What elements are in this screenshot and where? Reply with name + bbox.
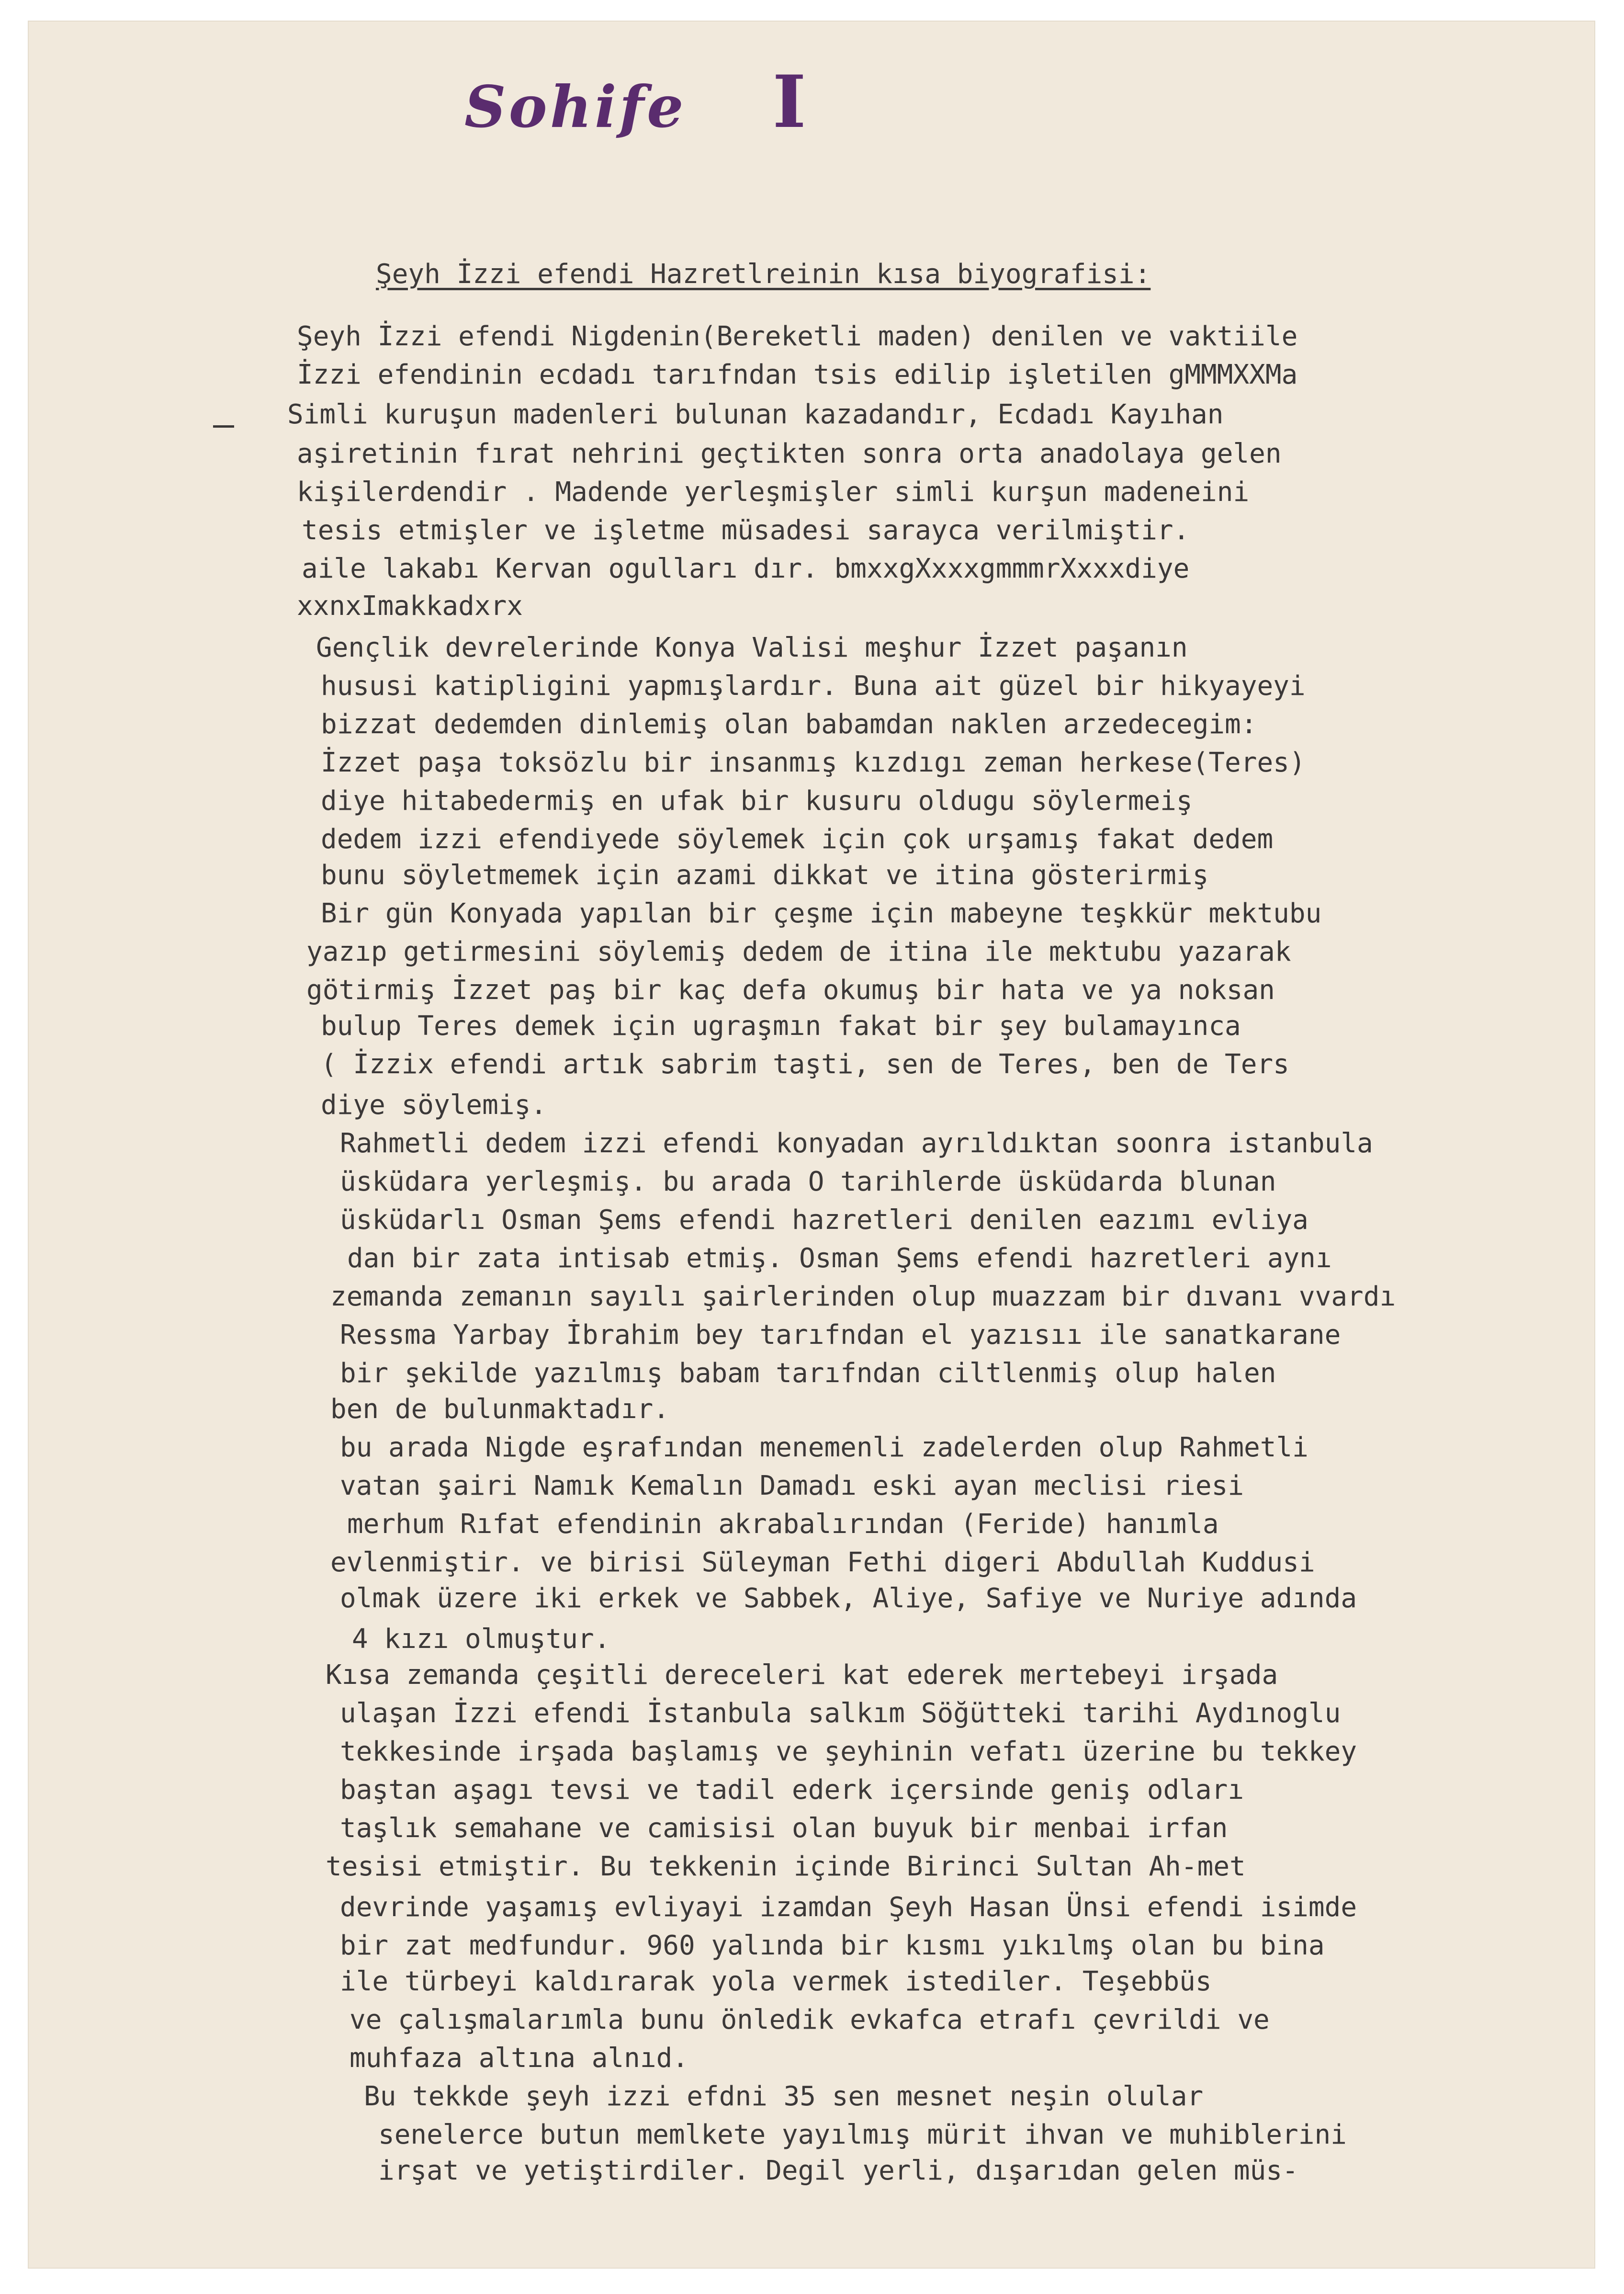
text-line: irşat ve yetiştirdiler. Degil yerli, dışarıdan gelen müs- — [378, 2155, 1298, 2186]
text-line: bizzat dedemden dinlemiş olan babamdan naklen arzedecegim: — [321, 709, 1257, 740]
text-line: Bir gün Konyada yapılan bir çeşme için mabeyne teşkkür mektubu — [321, 898, 1322, 929]
text-line: kişilerdendir . Madende yerleşmişler simli kurşun madeneini — [297, 477, 1250, 508]
text-line: bir şekilde yazılmış babam tarıfndan ciltlenmiş olup halen — [340, 1358, 1276, 1389]
text-line: devrinde yaşamış evliyayi izamdan Şeyh Hasan Ünsi efendi isimde — [340, 1892, 1357, 1923]
text-line: hususi katipligini yapmışlardır. Buna ait güzel bir hikyayeyi — [321, 670, 1306, 702]
text-line: tekkesinde irşada başlamış ve şeyhinin vefatı üzerine bu tekkey — [340, 1736, 1357, 1767]
text-line: diye hitabedermiş en ufak bir kusuru oldugu söylermeiş — [321, 785, 1193, 817]
text-line: muhfaza altına alnıd. — [350, 2043, 689, 2074]
text-line: olmak üzere iki erkek ve Sabbek, Aliye, Safiye ve Nuriye adında — [340, 1583, 1357, 1614]
text-line: üsküdarlı Osman Şems efendi hazretleri denilen eazımı evliya — [340, 1204, 1308, 1236]
text-line: bulup Teres demek için ugraşmın fakat bir şey bulamayınca — [321, 1011, 1241, 1042]
text-line: Şeyh İzzi efendi Nigdenin(Bereketli maden) denilen ve vaktiile — [297, 321, 1298, 352]
text-line: aşiretinin fırat nehrini geçtikten sonra orta anadolaya gelen — [297, 438, 1282, 469]
text-line: Rahmetli dedem izzi efendi konyadan ayrıldıktan soonra istanbula — [340, 1128, 1373, 1159]
text-line: aile lakabı Kervan ogulları dır. bmxxgXxxxgmmmrXxxxdiye — [302, 553, 1190, 584]
text-line: taşlık semahane ve camisisi olan buyuk bir menbai irfan — [340, 1813, 1228, 1844]
text-line: götirmiş İzzet paş bir kaç defa okumuş bir hata ve ya noksan — [306, 975, 1275, 1006]
text-line: evlenmiştir. ve birisi Süleyman Fethi digeri Abdullah Kuddusi — [330, 1547, 1315, 1578]
text-line: bunu söyletmemek için azami dikkat ve itina gösterirmiş — [321, 860, 1209, 891]
text-line: 4 kızı olmuştur. — [352, 1624, 610, 1655]
document-title: Şeyh İzzi efendi Hazretlreinin kısa biyografisi: — [376, 259, 1151, 290]
text-line: vatan şairi Namık Kemalın Damadı eski ayan meclisi riesi — [340, 1470, 1244, 1501]
text-line: xxnxImakkadxrx — [297, 591, 523, 622]
text-line: merhum Rıfat efendinin akrabalırından (Feride) hanımla — [347, 1509, 1219, 1540]
text-line: Kısa zemanda çeşitli dereceleri kat ederek mertebeyi irşada — [326, 1659, 1278, 1691]
text-line: baştan aşagı tevsi ve tadil ederk içersinde geniş odları — [340, 1774, 1244, 1806]
text-line: Ressma Yarbay İbrahim bey tarıfndan el yazısıı ile sanatkarane — [340, 1319, 1341, 1351]
text-line: ve çalışmalarımla bunu önledik evkafca etrafı çevrildi ve — [350, 2004, 1270, 2035]
text-line: ( İzzix efendi artık sabrim taşti, sen de Teres, ben de Ters — [321, 1049, 1289, 1080]
text-line: ulaşan İzzi efendi İstanbula salkım Söğütteki tarihi Aydınoglu — [340, 1698, 1341, 1729]
text-line: ile türbeyi kaldırarak yola vermek istediler. Teşebbüs — [340, 1966, 1212, 1997]
text-line: dan bir zata intisab etmiş. Osman Şems efendi hazretleri aynı — [347, 1243, 1332, 1274]
text-line: Gençlik devrelerinde Konya Valisi meşhur İzzet paşanın — [316, 632, 1188, 663]
text-line: ben de bulunmaktadır. — [330, 1394, 670, 1425]
text-line: dedem izzi efendiyede söylemek için çok urşamış fakat dedem — [321, 824, 1274, 855]
text-line: tesis etmişler ve işletme müsadesi sarayca verilmiştir. — [302, 515, 1190, 546]
text-line: senelerce butun memlkete yayılmış mürit ihvan ve muhiblerini — [378, 2119, 1347, 2150]
margin-dash-mark — [213, 425, 234, 428]
text-line: üsküdara yerleşmiş. bu arada O tarihlerde üsküdarda blunan — [340, 1166, 1276, 1197]
handwritten-page-heading — [464, 60, 809, 144]
text-line: zemanda zemanın sayılı şairlerinden olup muazzam bir dıvanı vvardı — [330, 1281, 1396, 1312]
text-line: İzzet paşa toksözlu bir insanmış kızdıgı zeman herkese(Teres) — [321, 747, 1306, 778]
text-line: bir zat medfundur. 960 yalında bir kısmı yıkılmş olan bu bina — [340, 1930, 1325, 1961]
text-line: İzzi efendinin ecdadı tarıfndan tsis edilip işletilen gMMMXXMa — [297, 359, 1298, 390]
text-line: yazıp getirmesini söylemiş dedem de itina ile mektubu yazarak — [306, 936, 1291, 967]
text-line: bu arada Nigde eşrafından menemenli zadelerden olup Rahmetli — [340, 1432, 1308, 1463]
text-line: Bu tekkde şeyh izzi efdni 35 sen mesnet neşin olular — [364, 2081, 1204, 2112]
text-line: diye söylemiş. — [321, 1090, 547, 1121]
text-line: Simli kuruşun madenleri bulunan kazadandır, Ecdadı Kayıhan — [287, 399, 1224, 430]
handwritten-page-word: Sohife — [464, 73, 687, 141]
text-line: tesisi etmiştir. Bu tekkenin içinde Birinci Sultan Ah-met — [326, 1851, 1246, 1882]
page-numeral: I — [772, 60, 809, 144]
